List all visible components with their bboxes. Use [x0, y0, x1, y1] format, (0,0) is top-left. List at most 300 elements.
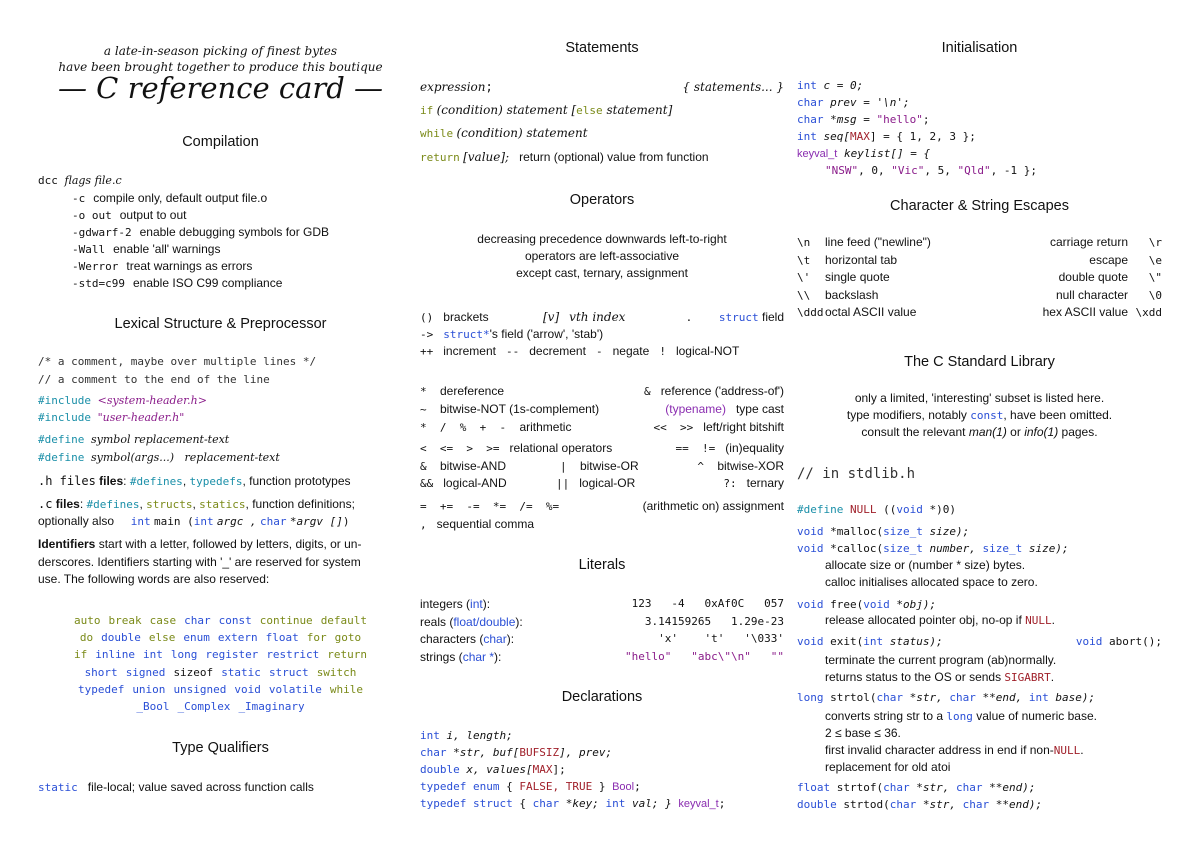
compile-flag: -c: [72, 192, 86, 205]
init-string: "NSW": [825, 164, 859, 177]
exit-desc-1: terminate the current program (ab)normally.: [825, 653, 1057, 667]
compile-flag-desc: treat warnings as errors: [126, 259, 253, 273]
op-row-rel: [420, 441, 612, 455]
stmt-while: [420, 126, 588, 140]
reserved-keyword: return: [327, 648, 368, 662]
h-files-label: .h files: [38, 474, 96, 488]
calloc-desc-2: calloc initialises allocated space to zero.: [825, 575, 1038, 589]
op-desc: increment: [443, 344, 496, 358]
param: size);: [1028, 542, 1069, 555]
sep: ,: [182, 474, 190, 488]
ret-type: void: [797, 635, 824, 648]
decl-type: typedef enum: [420, 780, 500, 793]
section-title-declarations: Declarations: [561, 689, 643, 705]
long-kw: long: [946, 710, 973, 723]
tagline-2: have been brought together to produce this boutique: [58, 60, 383, 74]
identifiers-text: start with a letter, followed by letters, digits, or un-: [95, 537, 362, 551]
section-title-stdlib: The C Standard Library: [904, 354, 1055, 370]
op-desc: sequential comma: [436, 517, 535, 531]
param: *str,: [922, 798, 963, 811]
init-expr: keylist[] = {: [843, 147, 931, 160]
fn-calloc: [797, 542, 1069, 555]
intro-const: const: [970, 409, 1004, 422]
section-title-operators: Operators: [569, 192, 635, 208]
main-argv: *argv []: [289, 515, 343, 528]
escape-left: [797, 235, 931, 249]
stmt-expression: expression;: [420, 80, 493, 94]
escape-left: [797, 288, 878, 302]
op-struct-kw: struct*: [443, 328, 490, 341]
intro-text: , have been omitted.: [1003, 408, 1113, 422]
literal-kind-end: ):: [494, 649, 502, 664]
literal-example: 'x' 't' '\033': [658, 632, 784, 645]
init-keylist-values: [825, 164, 1037, 177]
compile-flag: -gdwarf-2: [72, 226, 132, 239]
param-type: size_t: [883, 525, 923, 538]
op-desc: vth index: [569, 310, 626, 324]
op-symbol: ,: [420, 518, 427, 531]
null-const: NULL: [1053, 744, 1081, 757]
op-desc: logical-AND: [443, 476, 507, 490]
escape-desc: null character: [1055, 287, 1128, 302]
fn-name: strtof(: [836, 781, 884, 794]
op-row-ternary: [723, 476, 784, 490]
escape-left: [797, 305, 916, 319]
init-string: "hello": [876, 113, 923, 126]
init-msg: [797, 113, 929, 126]
main-name: main (: [153, 515, 194, 528]
literal-kind-end: ):: [506, 632, 515, 646]
reserved-keyword: void: [234, 682, 261, 696]
compile-option: [72, 259, 252, 273]
compile-flag-desc: enable 'all' warnings: [113, 242, 221, 256]
reserved-keyword: volatile: [268, 682, 322, 696]
escape-right: [1043, 305, 1162, 319]
paren: ((: [883, 503, 897, 516]
init-sep: , 5,: [924, 164, 958, 177]
reserved-keyword: enum: [183, 631, 210, 645]
reserved-keyword: case: [149, 614, 177, 627]
reserved-keyword: long: [170, 648, 198, 662]
escape-desc: carriage return: [1049, 235, 1128, 249]
init-expr: seq[: [823, 130, 850, 143]
escape-seq: \n: [797, 236, 811, 249]
op-symbol: --: [505, 345, 520, 358]
op-desc: logical-NOT: [675, 344, 740, 358]
op-desc: dereference: [439, 384, 505, 398]
init-const: MAX: [850, 130, 870, 143]
op-row-arith: [420, 420, 571, 434]
intro-info: info(1): [1024, 425, 1059, 439]
identifiers-line-1: [38, 537, 361, 551]
c-defines: #defines: [86, 498, 140, 511]
keyword-row: [38, 629, 403, 646]
if-keyword: if: [420, 104, 434, 117]
operators-intro-1: decreasing precedence downwards left-to-right: [477, 232, 727, 246]
op-row-bxor: [697, 459, 784, 473]
init-char: [797, 96, 910, 109]
reserved-keyword: char: [184, 614, 211, 627]
reserved-keyword: struct: [268, 665, 309, 679]
null-const: NULL: [849, 503, 877, 516]
define-symbol: [38, 433, 229, 446]
fn-name: strtod(: [843, 798, 890, 811]
op-row-ref: [644, 384, 784, 398]
c-files-rest: , function definitions;: [245, 497, 355, 511]
escape-seq: \t: [797, 253, 811, 267]
reserved-keyword: double: [101, 631, 141, 645]
reserved-keyword: signed: [125, 665, 166, 679]
op-desc: 's field ('arrow', 'stab'): [489, 327, 604, 341]
fn-exit: [797, 635, 943, 648]
decl-type: double: [420, 763, 460, 776]
identifiers-label: Identifiers: [38, 537, 96, 551]
param-type: char: [949, 691, 976, 704]
stdlib-intro-2: [797, 408, 1162, 422]
decl-type: char: [420, 746, 447, 759]
reserved-keyword: typedef: [77, 682, 125, 696]
reserved-keyword: register: [205, 648, 259, 662]
escape-desc: hex ASCII value: [1042, 305, 1128, 319]
init-type: char: [797, 113, 824, 126]
c-structs: structs: [146, 498, 193, 511]
op-symbol: [v]: [543, 310, 560, 324]
op-symbol: -: [595, 345, 603, 358]
init-type: char: [797, 96, 824, 109]
reserved-keyword: do: [79, 631, 94, 645]
decl-type-name: Bool: [612, 781, 635, 793]
else-keyword: else: [576, 104, 603, 117]
desc-text: .: [1051, 613, 1055, 627]
op-desc: brackets: [443, 310, 489, 324]
intro-text: or: [1006, 425, 1025, 439]
op-symbol: (typename): [665, 402, 726, 416]
stmt-block: { statements... }: [682, 80, 784, 94]
reserved-keyword: inline: [95, 648, 135, 662]
op-symbol: *: [420, 385, 427, 398]
literal-type: char *: [462, 649, 495, 664]
op-desc: bitwise-XOR: [717, 459, 784, 473]
reserved-keyword: sizeof: [173, 665, 214, 679]
c-files-optional: optionally also: [38, 514, 115, 528]
fn-name: abort();: [1109, 635, 1162, 648]
init-expr: c = 0;: [823, 79, 864, 92]
section-title-lexical: Lexical Structure & Preprocessor: [114, 316, 327, 332]
escape-seq: \xdd: [1135, 306, 1162, 319]
op-desc: bitwise-OR: [579, 459, 639, 473]
while-keyword: while: [420, 127, 454, 140]
include-value: <system-header.h>: [97, 394, 207, 407]
ret-type: void: [797, 598, 824, 611]
define-value: symbol replacement-text: [90, 433, 230, 446]
section-title-init: Initialisation: [941, 40, 1018, 56]
ret-type: long: [797, 691, 824, 704]
literal-example: "hello" "abc\"\n" "": [625, 649, 784, 663]
strtol-desc-1: [825, 709, 1097, 723]
op-symbol: * / % + -: [420, 421, 507, 434]
literal-label: [420, 597, 490, 611]
escape-seq: \e: [1148, 253, 1162, 267]
section-title-escapes: Character & String Escapes: [890, 198, 1069, 214]
op-row-arrow: [420, 327, 603, 341]
ret-type: void: [797, 542, 824, 555]
reserved-keyword: _Imaginary: [238, 700, 305, 714]
op-symbol: ~: [420, 403, 427, 416]
ret-type: void: [1075, 635, 1103, 648]
op-row-eq: [676, 441, 784, 455]
stdlib-header-comment: // in stdlib.h: [797, 466, 916, 482]
param: **end,: [982, 691, 1029, 704]
reserved-keyword: default: [320, 614, 368, 627]
literal-label: [420, 650, 501, 664]
decl-end: ;: [634, 780, 641, 793]
h-files-line: .h files files: #defines, typedefs, function prototypes: [38, 474, 351, 488]
main-return-type: int: [130, 515, 151, 528]
stmt-expr-text: expression: [420, 80, 486, 94]
decl-type: int: [420, 729, 440, 742]
qualifier-static: [38, 780, 314, 794]
comment-line-1: /* a comment, maybe over multiple lines */: [38, 355, 317, 368]
reserved-keyword: _Complex: [177, 700, 231, 714]
comment-line-2: // a comment to the end of the line: [38, 373, 270, 386]
op-symbol: ||: [556, 477, 570, 490]
c-files-main-line: [38, 514, 349, 528]
literal-kind-end: ):: [515, 614, 523, 629]
op-row-deref: [420, 384, 504, 398]
param-type: size_t: [982, 542, 1023, 555]
desc-text: .: [1050, 670, 1055, 684]
escape-desc: horizontal tab: [825, 252, 898, 267]
op-desc: ternary: [746, 476, 784, 490]
reserved-keyword: if: [73, 648, 88, 662]
strtol-desc-4: replacement for old atoi: [825, 760, 951, 774]
compile-flag-desc: enable debugging symbols for GDB: [139, 225, 330, 239]
main-argc: argc ,: [216, 515, 257, 528]
reserved-keyword: switch: [316, 665, 357, 679]
decl-type-name: keyval_t: [678, 798, 719, 810]
op-symbol: &: [644, 385, 651, 398]
init-end: , -1 };: [990, 164, 1037, 177]
op-symbol: (): [420, 311, 434, 324]
op-desc: arithmetic: [519, 420, 572, 434]
ret-type: float: [797, 781, 831, 794]
literal-kind-end: ):: [482, 597, 491, 611]
compile-flag-desc: output to out: [119, 208, 187, 222]
reserved-keyword: for: [306, 631, 327, 645]
escape-right: [1050, 235, 1162, 249]
escape-desc: backslash: [825, 287, 879, 302]
fn-name: free(: [830, 598, 864, 611]
include-value: "user-header.h": [97, 411, 185, 424]
decl-double: [420, 763, 566, 776]
fn-name: *calloc(: [830, 542, 884, 555]
op-symbol: &: [420, 460, 427, 473]
op-row-field: [686, 310, 784, 324]
null-const: NULL: [1025, 614, 1052, 627]
while-body: (condition) statement: [456, 126, 588, 140]
stdlib-intro-3: [797, 425, 1162, 439]
op-symbol: .: [685, 311, 693, 324]
decl-end: ];: [552, 763, 566, 776]
op-desc: left/right bitshift: [703, 420, 784, 434]
reserved-keyword: unsigned: [173, 682, 227, 696]
decl-enum-values: FALSE, TRUE: [519, 780, 593, 793]
strtol-desc-3: [825, 743, 1084, 757]
escape-desc: double quote: [1058, 270, 1128, 284]
decl-int: [420, 729, 513, 742]
escape-desc: octal ASCII value: [825, 305, 917, 319]
operators-intro-3: except cast, ternary, assignment: [516, 266, 688, 280]
reserved-keyword: const: [218, 614, 252, 627]
param-type: int: [863, 635, 884, 648]
desc-text: .: [1080, 743, 1084, 757]
init-sep: , 0,: [858, 164, 892, 177]
fn-abort: [1076, 635, 1162, 648]
literal-type: float/double: [453, 614, 516, 629]
op-row-bnot: [420, 402, 599, 416]
include-keyword: #include: [38, 411, 91, 424]
intro-text: consult the relevant: [861, 425, 969, 439]
reserved-keywords: [38, 612, 403, 715]
op-row-shift: [654, 420, 784, 434]
fn-strtof: [797, 781, 1035, 794]
intro-text: pages.: [1058, 425, 1098, 439]
op-desc: bitwise-AND: [439, 459, 506, 473]
init-string: "Vic": [891, 164, 925, 177]
op-symbol: ?:: [723, 477, 737, 490]
stmt-if: [420, 103, 672, 117]
init-type: int: [797, 79, 817, 92]
op-row-increment: [420, 344, 739, 358]
escape-desc: single quote: [825, 270, 890, 284]
op-symbol: ^: [697, 460, 704, 473]
decl-brace: {: [519, 797, 533, 810]
compile-flag-desc: enable ISO C99 compliance: [132, 276, 283, 290]
reserved-keyword: continue: [259, 614, 313, 627]
h-defines: #defines: [129, 475, 183, 488]
return-keyword: return: [420, 151, 460, 164]
identifiers-line-2: derscores. Identifiers starting with '_' are reserved for system: [38, 555, 361, 569]
exit-desc-2: [825, 670, 1054, 684]
init-expr: *msg =: [830, 113, 877, 126]
init-end: ] = { 1, 2, 3 };: [869, 130, 976, 143]
reserved-keyword: goto: [334, 631, 362, 645]
op-row-lor: [556, 476, 635, 490]
strtol-desc-2: 2 ≤ base ≤ 36.: [825, 726, 901, 740]
op-desc: field: [761, 310, 784, 324]
operators-intro-2: operators are left-associative: [524, 249, 680, 263]
main-argc-type: int: [193, 515, 214, 528]
literal-kind: reals (: [420, 614, 454, 629]
op-desc: (in)equality: [725, 441, 784, 455]
decl-names: x, values[: [466, 763, 533, 776]
decl-names: *key;: [565, 797, 606, 810]
reserved-keyword: _Bool: [136, 700, 170, 714]
free-desc: [825, 613, 1055, 627]
if-body: (condition) statement [: [436, 103, 577, 117]
escape-right: [1089, 253, 1162, 267]
identifiers-line-3: use. The following words are also reserved:: [38, 572, 270, 586]
qualifier-desc: file-local; value saved across function calls: [87, 780, 314, 794]
init-keylist: [797, 147, 930, 160]
decl-const: BUFSIZ: [519, 746, 560, 759]
define-keyword: #define: [38, 433, 85, 446]
param-type: char: [889, 798, 917, 811]
init-type: keyval_t: [797, 148, 838, 160]
fn-free: [797, 598, 936, 611]
keyword-row: [38, 664, 403, 681]
op-desc: logical-OR: [579, 476, 636, 490]
reserved-keyword: while: [329, 682, 364, 696]
c-files-line: .c files: #defines, structs, statics, function definitions;: [38, 497, 355, 511]
escape-seq: \": [1148, 271, 1162, 284]
include-keyword: #include: [38, 394, 91, 407]
escape-right: [1056, 288, 1162, 302]
fn-strtod: [797, 798, 1042, 811]
compile-command: [38, 174, 122, 187]
decl-brace: }: [592, 780, 613, 793]
fn-malloc: [797, 525, 969, 538]
define-keyword: #define: [797, 503, 844, 516]
param: *str,: [909, 691, 950, 704]
op-symbol: < <= > >=: [420, 442, 500, 455]
void-kw: void: [896, 503, 923, 516]
param-type: int: [1028, 691, 1049, 704]
reserved-keyword: int: [142, 648, 163, 662]
compile-flag: -std=c99: [72, 277, 125, 290]
reserved-keyword: auto: [73, 614, 101, 627]
param-type: char: [876, 691, 903, 704]
main-close: ): [342, 515, 350, 528]
stmt-return: [420, 150, 709, 164]
decl-struct: [420, 797, 725, 810]
decl-enum: [420, 780, 641, 793]
init-expr: prev = '\n';: [830, 96, 910, 109]
qualifier-keyword: static: [38, 781, 78, 794]
op-row-cast: [665, 402, 784, 416]
fn-strtol: [797, 691, 1095, 704]
escape-seq: \ddd: [797, 306, 824, 319]
param: status);: [889, 635, 943, 648]
init-type: int: [797, 130, 817, 143]
param: **end);: [989, 781, 1036, 794]
return-desc: return (optional) value from function: [519, 150, 709, 164]
return-body: [value];: [463, 150, 510, 164]
compile-option: [72, 208, 186, 222]
literal-kind: strings (: [420, 649, 463, 664]
intro-man: man(1): [968, 425, 1007, 439]
def-null: [797, 503, 956, 516]
param-type: char: [962, 798, 990, 811]
op-symbol: << >>: [653, 421, 694, 434]
else-body: statement]: [602, 103, 673, 117]
compile-flag: -Wall: [72, 243, 106, 256]
reserved-keyword: short: [84, 665, 118, 679]
include-user: [38, 411, 184, 424]
reserved-keyword: else: [148, 631, 176, 645]
init-end: ;: [922, 113, 930, 126]
desc-text: first invalid character address in end if non-: [825, 743, 1054, 757]
compile-cmd-args: flags file.c: [64, 174, 122, 187]
decl-char: [420, 746, 612, 759]
fn-name: *malloc(: [830, 525, 884, 538]
decl-type: typedef struct: [420, 797, 513, 810]
decl-type: char: [532, 797, 560, 810]
op-symbol: ++: [420, 345, 434, 358]
keyword-row: [38, 681, 403, 698]
literal-type: int: [470, 597, 483, 611]
decl-brace: {: [506, 780, 520, 793]
